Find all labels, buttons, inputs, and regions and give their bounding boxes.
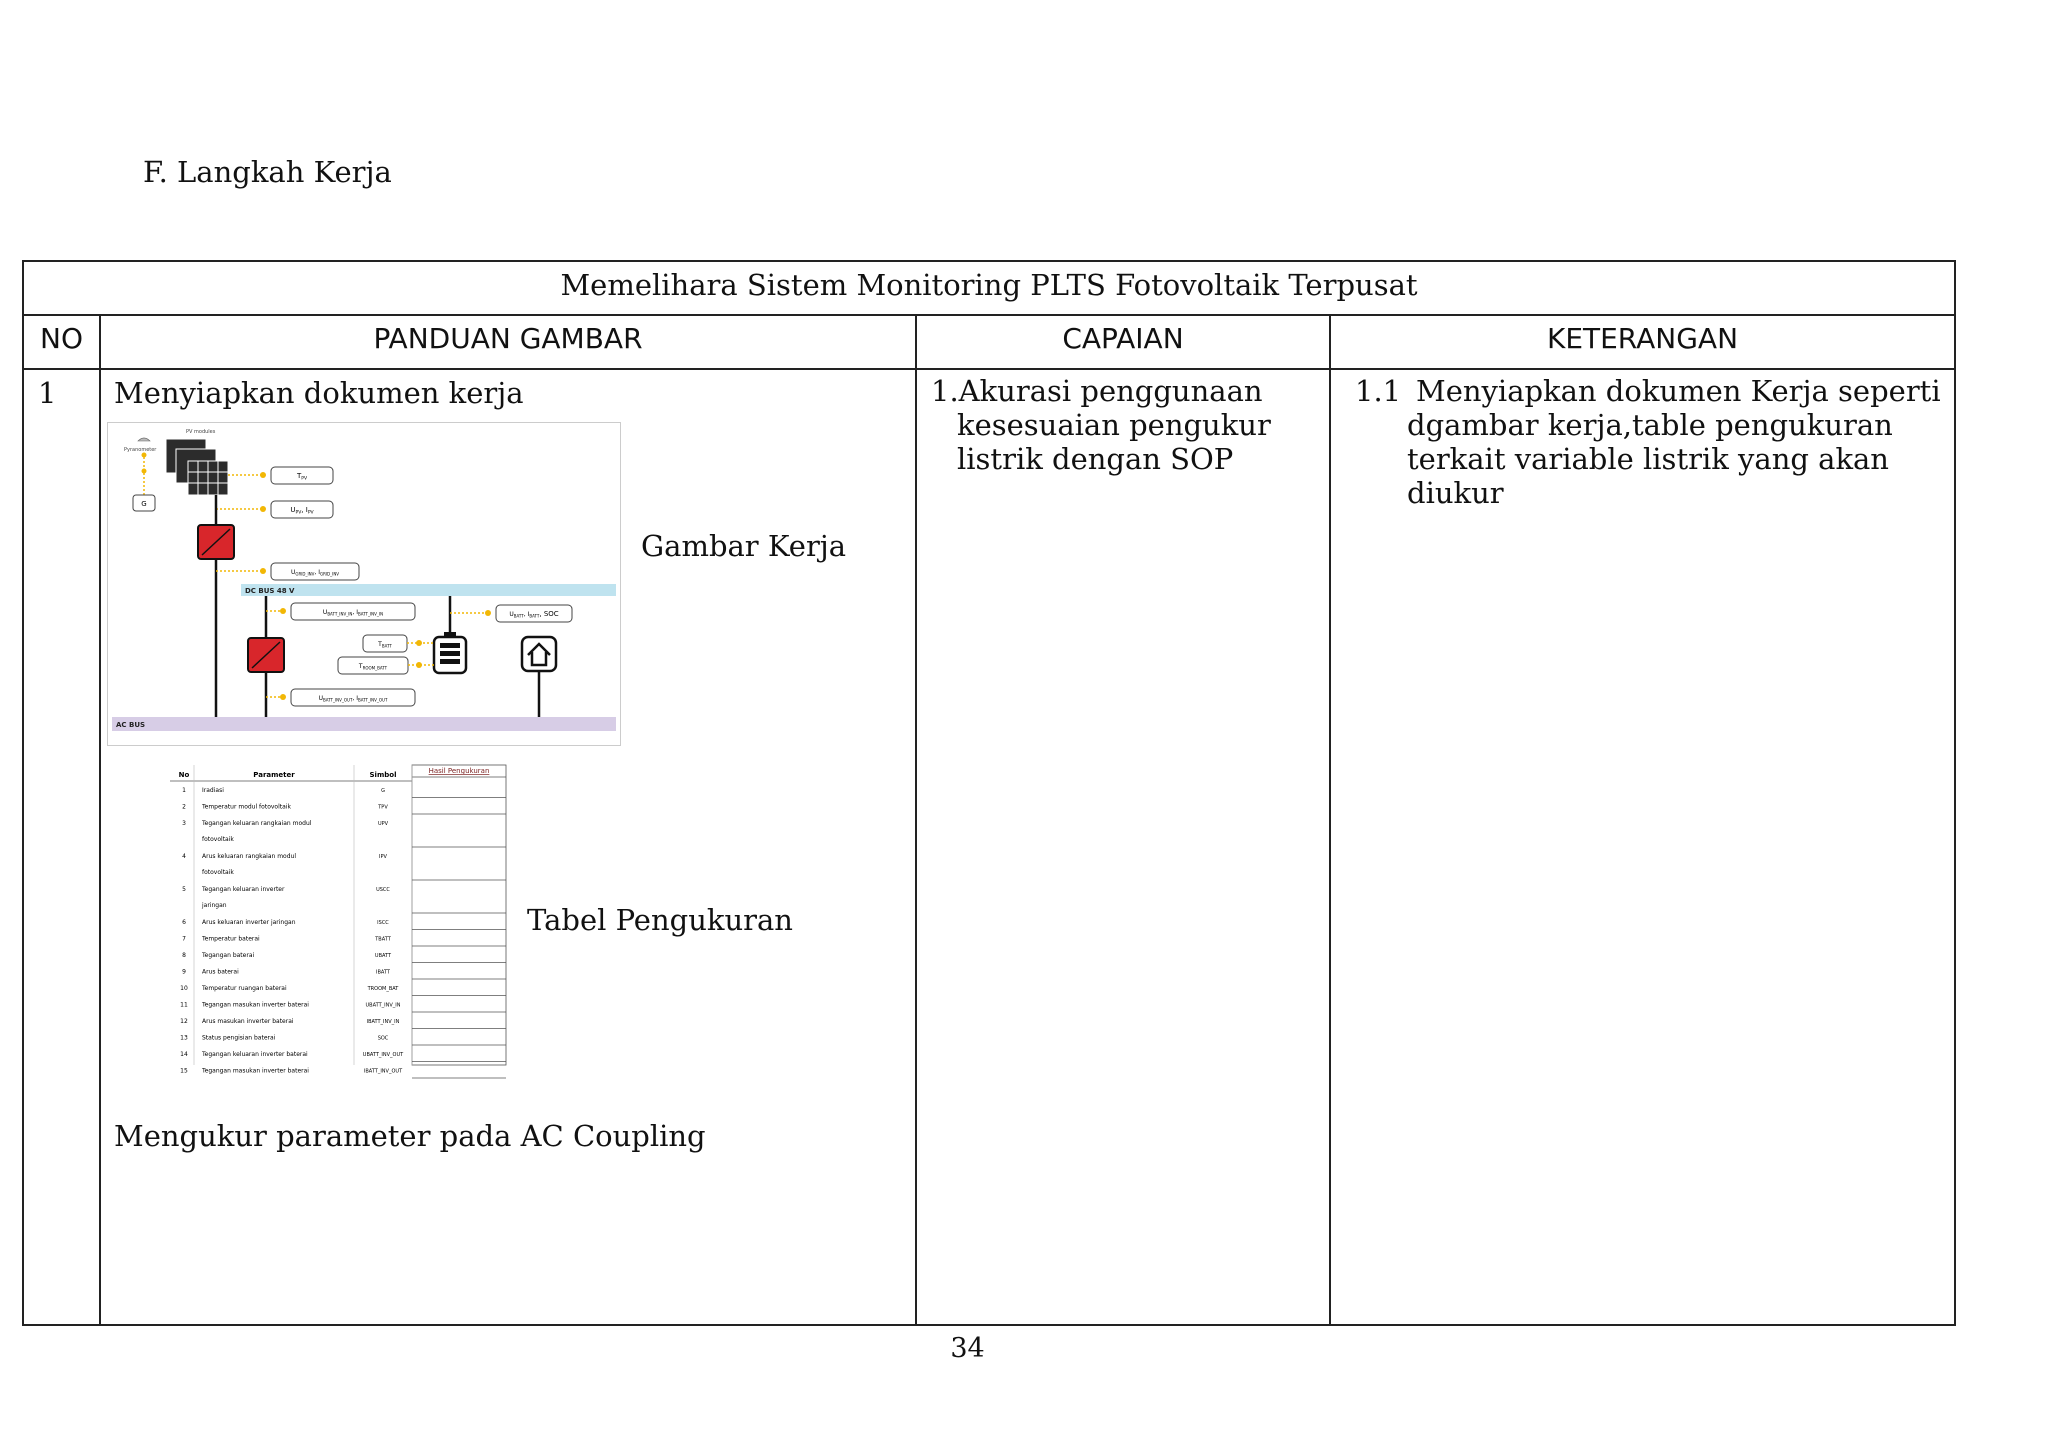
sensor-dot (416, 640, 422, 646)
pv-modules-icon (166, 439, 228, 495)
meas-row-simbol: IBATT_INV_IN (366, 1019, 400, 1025)
meas-row-parameter: Tegangan keluaran rangkaian modul (202, 820, 312, 827)
row-number: 1 (38, 376, 57, 410)
step-measure-ac-coupling: Mengukur parameter pada AC Coupling (114, 1119, 706, 1153)
header-divider (24, 368, 1954, 370)
meas-row-parameter: Arus keluaran rangkaian modul (202, 853, 297, 860)
step-prepare-documents: Menyiapkan dokumen kerja (114, 376, 524, 410)
measurement-table (170, 765, 506, 1075)
meas-row-parameter: Arus baterai (202, 968, 239, 976)
header-capaian: CAPAIAN (1062, 322, 1184, 355)
meas-row-parameter: Status pengisian baterai (202, 1034, 276, 1042)
label-gambar-kerja: Gambar Kerja (641, 529, 847, 563)
sensor-dot (142, 469, 147, 474)
ubatt-inv-in-label: $U_{BATT\_INV\_IN}$, $I_{BATT\_INV\_IN}$ (322, 609, 384, 617)
sensor-dot (260, 472, 266, 478)
meas-header-hasil: Hasil Pengukuran (428, 767, 490, 775)
meas-row-simbol: UBATT_INV_OUT (362, 1052, 404, 1058)
meas-row-no: 11 (180, 1001, 188, 1009)
section-heading: F. Langkah Kerja (143, 155, 392, 189)
keterangan-line-2: dgambar kerja,table pengukuran (1407, 408, 1893, 442)
meas-row-simbol: USCC (376, 887, 390, 893)
meas-row-no: 9 (182, 968, 186, 976)
tpv-label: $T_{PV}$ (296, 472, 308, 482)
meas-row-simbol: UPV (377, 821, 389, 827)
meas-row-simbol: UBATT (374, 953, 392, 959)
meas-row-no: 3 (182, 820, 186, 827)
meas-row-parameter: Iradiasi (202, 787, 224, 794)
meas-hasil-column (412, 765, 506, 1065)
meas-row-simbol: SOC (377, 1035, 389, 1042)
meas-row-no: 2 (182, 803, 186, 811)
meas-row-parameter: jaringan (202, 902, 227, 909)
pyranometer-label: Pyranometer (124, 447, 157, 453)
meas-row-no: 1 (182, 787, 186, 794)
meas-row-simbol: TROOM_BAT (367, 986, 399, 992)
meas-row-parameter: Arus keluaran inverter jaringan (202, 919, 296, 926)
capaian-line-3: listrik dengan SOP (957, 442, 1234, 476)
meas-row-simbol: TBATT (375, 936, 391, 943)
meas-row-no: 13 (180, 1034, 188, 1042)
pyranometer-icon (138, 438, 150, 441)
ac-bus-bar (112, 717, 616, 731)
meas-row-simbol: IPV (379, 854, 387, 860)
meas-row-simbol: G (381, 788, 385, 794)
troom-label: $T_{ROOM\_BATT}$ (358, 663, 388, 671)
keterangan-line-3: terkait variable listrik yang akan (1407, 442, 1889, 476)
meas-row-simbol: IBATT (376, 969, 390, 976)
meas-row-parameter: Arus masukan inverter baterai (202, 1018, 294, 1025)
page-number: 34 (950, 1333, 985, 1364)
meas-row-parameter: fotovoltaik (202, 869, 234, 876)
dc-bus-label: DC BUS 48 V (245, 587, 295, 595)
meas-row-simbol: IBATT_INV_OUT (363, 1068, 403, 1075)
meas-row-no: 14 (180, 1051, 188, 1058)
meas-row-no: 15 (180, 1067, 188, 1075)
meas-row-no: 10 (180, 985, 188, 992)
ubatt-ibatt-soc-label: $U_{BATT}$, $I_{BATT}$, SOC (509, 610, 559, 619)
meas-row-no: 6 (182, 919, 186, 926)
sensor-dot (280, 608, 286, 614)
meas-row-parameter: Tegangan baterai (202, 952, 255, 959)
g-label: G (141, 500, 147, 508)
dc-bus-bar (241, 584, 616, 596)
keterangan-line-4: diukur (1407, 476, 1504, 510)
meas-row-no: 7 (182, 935, 186, 943)
capaian-line-2: kesesuaian pengukur (957, 408, 1271, 442)
col-divider-capaian (1329, 314, 1331, 1326)
sensor-dot (416, 662, 422, 668)
meas-header-parameter: Parameter (253, 771, 295, 779)
meas-row-no: 5 (182, 886, 186, 893)
meas-row-parameter: Tegangan keluaran inverter baterai (202, 1051, 308, 1058)
meas-row-simbol: TPV (378, 804, 388, 811)
meas-row-no: 8 (182, 952, 186, 959)
upv-ipv-label: $U_{PV}$, $I_{PV}$ (290, 506, 314, 516)
sensor-dot (485, 610, 491, 616)
ubatt-inv-out-label: $U_{BATT\_INV\_OUT}$, $I_{BATT\_INV\_OUT}$ (318, 695, 388, 703)
sensor-dot (142, 453, 147, 458)
meas-row-parameter: Temperatur ruangan baterai (202, 985, 287, 992)
title-divider (24, 314, 1954, 316)
meas-row-parameter: Temperatur baterai (202, 935, 260, 943)
meas-row-parameter: Tegangan keluaran inverter (202, 886, 285, 893)
header-no: NO (40, 322, 83, 355)
header-keterangan: KETERANGAN (1546, 322, 1739, 355)
meas-row-simbol: UBATT_INV_IN (365, 1002, 401, 1009)
keterangan-line-1: Menyiapkan dokumen Kerja seperti (1416, 374, 1941, 408)
meas-row-parameter: Tegangan masukan inverter baterai (202, 1001, 309, 1009)
meas-header-simbol: Simbol (369, 771, 397, 779)
ac-bus-label: AC BUS (116, 721, 146, 729)
table-title: Memelihara Sistem Monitoring PLTS Fotovoltaik Terpusat (560, 268, 1418, 302)
label-tabel-pengukuran: Tabel Pengukuran (527, 903, 793, 937)
header-panduan-gambar: PANDUAN GAMBAR (373, 322, 643, 355)
sensor-dot (260, 506, 266, 512)
capaian-line-1: 1.Akurasi penggunaan (931, 374, 1263, 408)
work-diagram (107, 422, 621, 746)
meas-row-parameter: Temperatur modul fotovoltaik (202, 803, 291, 811)
meas-header-no: No (178, 771, 190, 779)
meas-row-parameter: fotovoltaik (202, 836, 234, 843)
ugrid-igrid-label: $U_{GRID\_INV}$, $I_{GRID\_INV}$ (290, 569, 340, 577)
col-divider-no (99, 314, 101, 1326)
tbatt-label: $T_{BATT}$ (378, 641, 392, 649)
sensor-dot (280, 694, 286, 700)
meas-row-no: 4 (182, 853, 186, 860)
sensor-dot (260, 568, 266, 574)
meas-row-simbol: ISCC (377, 920, 389, 926)
keterangan-number: 1.1 (1355, 374, 1402, 408)
pv-modules-label: PV modules (186, 429, 216, 435)
meas-row-parameter: Tegangan masukan inverter baterai (202, 1067, 309, 1075)
col-divider-panduan (915, 314, 917, 1326)
meas-row-no: 12 (180, 1018, 188, 1025)
